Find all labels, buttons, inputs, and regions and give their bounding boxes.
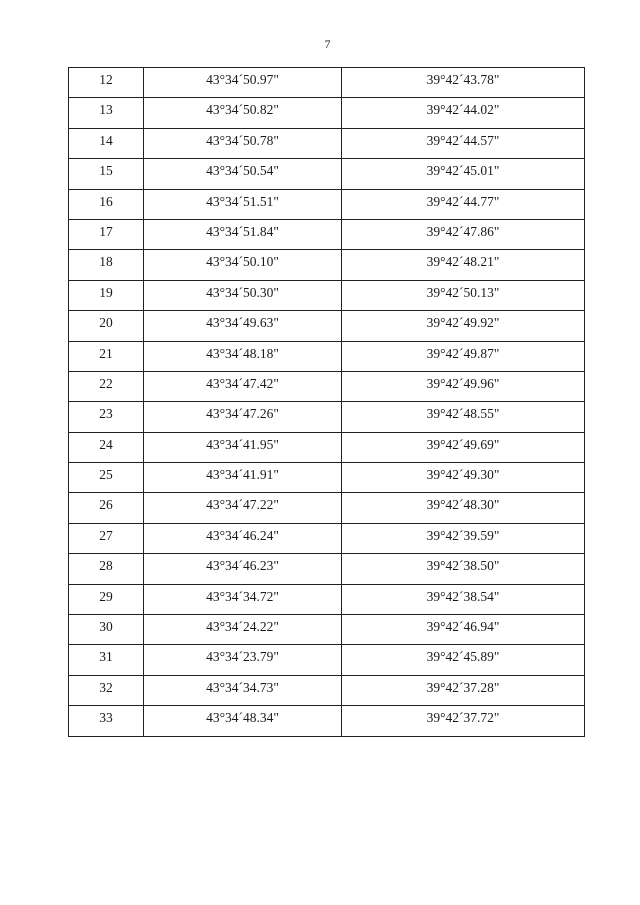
latitude-cell: 43°34´34.72"	[144, 584, 342, 614]
longitude-cell: 39°42´47.86"	[342, 219, 585, 249]
table-row	[69, 280, 585, 310]
latitude-cell: 43°34´50.30"	[144, 280, 342, 310]
longitude-cell: 39°42´48.55"	[342, 402, 585, 432]
longitude-cell: 39°42´49.96"	[342, 371, 585, 401]
table-row	[69, 615, 585, 645]
table-row	[69, 341, 585, 371]
point-number-cell: 24	[69, 432, 144, 462]
longitude-cell: 39°42´39.59"	[342, 523, 585, 553]
longitude-cell: 39°42´37.72"	[342, 706, 585, 736]
longitude-cell: 39°42´38.50"	[342, 554, 585, 584]
point-number-cell: 12	[69, 68, 144, 98]
point-number-cell: 18	[69, 250, 144, 280]
point-number-cell: 14	[69, 128, 144, 158]
table-row	[69, 159, 585, 189]
longitude-cell: 39°42´49.69"	[342, 432, 585, 462]
latitude-cell: 43°34´46.23"	[144, 554, 342, 584]
longitude-cell: 39°42´44.57"	[342, 128, 585, 158]
latitude-cell: 43°34´46.24"	[144, 523, 342, 553]
table-row	[69, 189, 585, 219]
point-number-cell: 29	[69, 584, 144, 614]
coordinates-table	[68, 67, 585, 737]
table-row	[69, 554, 585, 584]
latitude-cell: 43°34´50.82"	[144, 98, 342, 128]
point-number-cell: 28	[69, 554, 144, 584]
point-number-cell: 23	[69, 402, 144, 432]
latitude-cell: 43°34´49.63"	[144, 311, 342, 341]
longitude-cell: 39°42´44.77"	[342, 189, 585, 219]
table-row	[69, 371, 585, 401]
latitude-cell: 43°34´48.34"	[144, 706, 342, 736]
table-row	[69, 98, 585, 128]
coordinates-table-body	[69, 68, 585, 737]
point-number-cell: 27	[69, 523, 144, 553]
longitude-cell: 39°42´44.02"	[342, 98, 585, 128]
table-row	[69, 250, 585, 280]
latitude-cell: 43°34´34.73"	[144, 675, 342, 705]
table-row	[69, 128, 585, 158]
latitude-cell: 43°34´50.10"	[144, 250, 342, 280]
latitude-cell: 43°34´47.22"	[144, 493, 342, 523]
table-row	[69, 432, 585, 462]
point-number-cell: 26	[69, 493, 144, 523]
table-row	[69, 523, 585, 553]
latitude-cell: 43°34´51.51"	[144, 189, 342, 219]
longitude-cell: 39°42´37.28"	[342, 675, 585, 705]
table-row	[69, 68, 585, 98]
point-number-cell: 33	[69, 706, 144, 736]
table-row	[69, 584, 585, 614]
point-number-cell: 22	[69, 371, 144, 401]
point-number-cell: 30	[69, 615, 144, 645]
longitude-cell: 39°42´38.54"	[342, 584, 585, 614]
point-number-cell: 21	[69, 341, 144, 371]
table-row	[69, 675, 585, 705]
latitude-cell: 43°34´41.91"	[144, 463, 342, 493]
table-row	[69, 463, 585, 493]
point-number-cell: 16	[69, 189, 144, 219]
longitude-cell: 39°42´48.21"	[342, 250, 585, 280]
table-row	[69, 645, 585, 675]
latitude-cell: 43°34´47.42"	[144, 371, 342, 401]
latitude-cell: 43°34´48.18"	[144, 341, 342, 371]
latitude-cell: 43°34´51.84"	[144, 219, 342, 249]
page-number: 7	[324, 37, 331, 51]
table-row	[69, 219, 585, 249]
latitude-cell: 43°34´50.97"	[144, 68, 342, 98]
latitude-cell: 43°34´50.54"	[144, 159, 342, 189]
longitude-cell: 39°42´46.94"	[342, 615, 585, 645]
longitude-cell: 39°42´49.92"	[342, 311, 585, 341]
table-row	[69, 311, 585, 341]
latitude-cell: 43°34´50.78"	[144, 128, 342, 158]
point-number-cell: 17	[69, 219, 144, 249]
point-number-cell: 20	[69, 311, 144, 341]
point-number-cell: 19	[69, 280, 144, 310]
point-number-cell: 13	[69, 98, 144, 128]
longitude-cell: 39°42´49.87"	[342, 341, 585, 371]
latitude-cell: 43°34´41.95"	[144, 432, 342, 462]
longitude-cell: 39°42´49.30"	[342, 463, 585, 493]
point-number-cell: 25	[69, 463, 144, 493]
latitude-cell: 43°34´24.22"	[144, 615, 342, 645]
point-number-cell: 31	[69, 645, 144, 675]
longitude-cell: 39°42´50.13"	[342, 280, 585, 310]
table-row	[69, 493, 585, 523]
longitude-cell: 39°42´45.89"	[342, 645, 585, 675]
table-row	[69, 402, 585, 432]
latitude-cell: 43°34´23.79"	[144, 645, 342, 675]
point-number-cell: 15	[69, 159, 144, 189]
table-row	[69, 706, 585, 736]
latitude-cell: 43°34´47.26"	[144, 402, 342, 432]
longitude-cell: 39°42´45.01"	[342, 159, 585, 189]
longitude-cell: 39°42´43.78"	[342, 68, 585, 98]
longitude-cell: 39°42´48.30"	[342, 493, 585, 523]
point-number-cell: 32	[69, 675, 144, 705]
